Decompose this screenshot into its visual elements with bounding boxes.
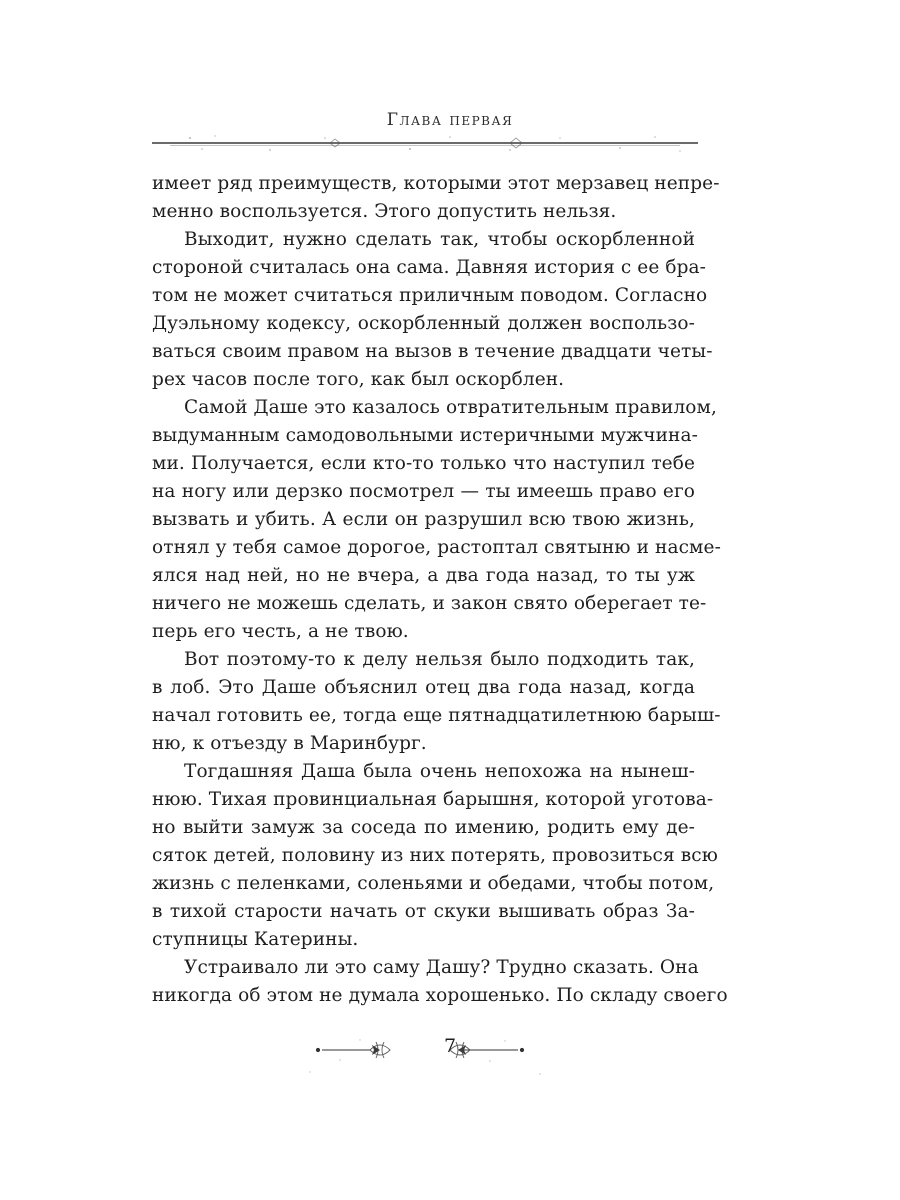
page-number: 7: [443, 1035, 457, 1057]
text-line: никогда об этом не думала хорошенько. По складу своего: [152, 985, 728, 1006]
text-line: Дуэльному кодексу, оскорбленный должен воспользо-: [152, 313, 695, 334]
text-line: Вот поэтому-то к делу нельзя было подходить так,: [184, 649, 695, 670]
text-line: стороной считалась она сама. Давняя история с ее бра-: [152, 257, 707, 278]
text-line: ню, к отъезду в Маринбург.: [152, 733, 427, 754]
text-line: выдуманным самодовольными истеричными мужчина-: [152, 425, 698, 446]
text-line: Устраивало ли это саму Дашу? Трудно сказать. Она: [184, 957, 699, 978]
text-line: на ногу или дерзко посмотрел — ты имеешь право его: [152, 481, 695, 502]
text-line: Выходит, нужно сделать так, чтобы оскорбленной: [184, 229, 695, 250]
body-text: [152, 170, 728, 1010]
text-line: Тогдашняя Даша была очень непохожа на нынеш-: [184, 761, 695, 782]
text-line: сяток детей, половину из них потерять, провозиться всю: [152, 845, 718, 866]
text-line: ничего не можешь сделать, и закон свято оберегает те-: [152, 593, 707, 614]
text-line: ваться своим правом на вызов в течение двадцати четы-: [152, 341, 713, 362]
text-line: том не может считаться приличным поводом. Согласно: [152, 285, 708, 306]
text-line: в лоб. Это Даше объяснил отец два года назад, когда: [152, 677, 695, 698]
text-line: жизнь с пеленками, соленьями и обедами, чтобы потом,: [152, 873, 715, 894]
text-line: имеет ряд преимуществ, которыми этот мерзавец непре-: [152, 173, 720, 194]
text-line: нюю. Тихая провинциальная барышня, которой уготова-: [152, 789, 714, 810]
text-line: вызвать и убить. А если он разрушил всю твою жизнь,: [152, 509, 695, 530]
text-line: менно воспользуется. Этого допустить нельзя.: [152, 201, 617, 222]
text-line: перь его честь, а не твою.: [152, 621, 409, 642]
text-line: ми. Получается, если кто-то только что наступил тебе: [152, 453, 695, 474]
text-line: в тихой старости начать от скуки вышивать образ За-: [152, 901, 695, 922]
header-ornament-rule: [150, 126, 700, 166]
text-line: отнял у тебя самое дорогое, растоптал святыню и насме-: [152, 537, 721, 558]
text-line: ступницы Катерины.: [152, 929, 359, 950]
text-line: начал готовить ее, тогда еще пятнадцатилетнюю барыш-: [152, 705, 721, 726]
text-line: рех часов после того, как был оскорблен.: [152, 369, 565, 390]
running-head: Глава первая: [386, 110, 514, 130]
text-line: но выйти замуж за соседа по имению, родить ему де-: [152, 817, 695, 838]
text-line: Самой Даше это казалось отвратительным правилом,: [184, 397, 718, 418]
text-line: ялся над ней, но не вчера, а два года назад, то ты уж: [152, 565, 695, 586]
